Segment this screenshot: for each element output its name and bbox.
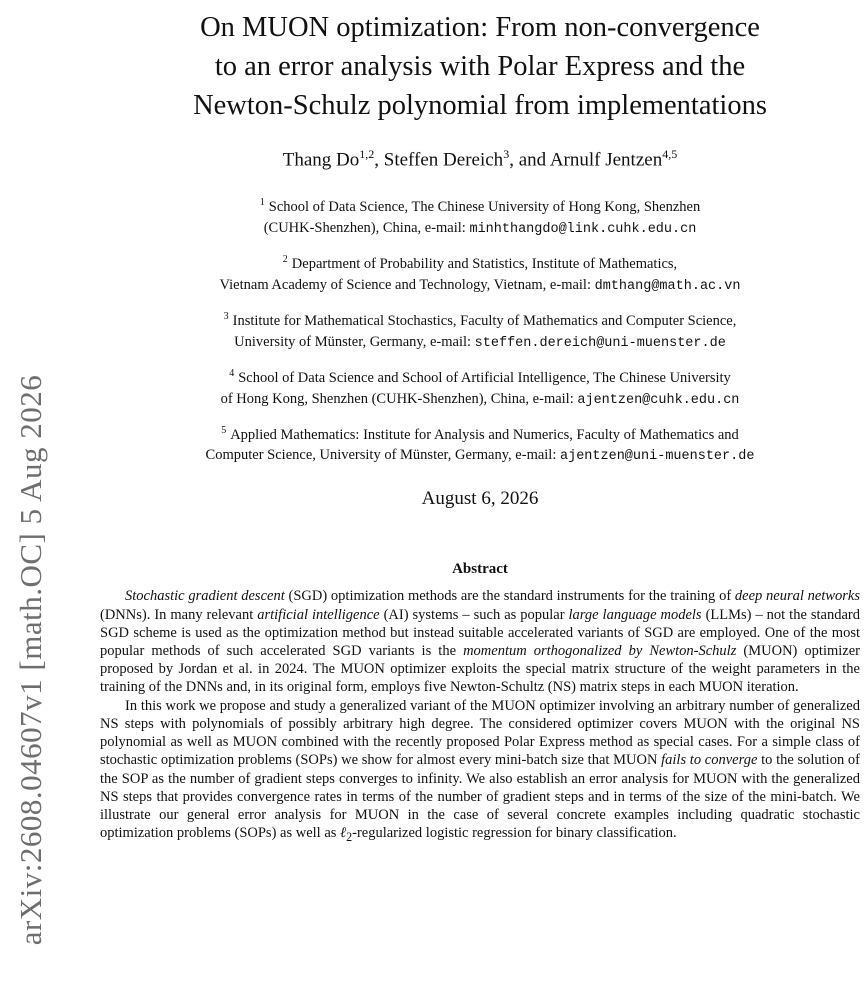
affiliation-text: (CUHK-Shenzhen), China, e-mail: [263, 220, 470, 237]
affiliation-list [100, 192, 860, 467]
affiliation-text: Computer Science, University of Münster, Germany, e-mail: [205, 447, 560, 464]
italic-term: deep neural networks [734, 588, 861, 605]
abstract-body [100, 587, 860, 846]
affiliation-text: School of Data Science, The Chinese University of Hong Kong, Shenzhen [268, 199, 701, 216]
email-address: dmthang@math.ac.vn [594, 278, 741, 294]
affiliation-text: Institute for Mathematical Stochastics, Faculty of Mathematics and Computer Science, [232, 312, 737, 329]
affiliation-text: University of Münster, Germany, e-mail: [234, 333, 475, 350]
author-affil-marker: 3 [503, 147, 510, 161]
title-line-3: Newton-Schulz polynomial from implementations [193, 90, 767, 121]
author-name: Thang Do [282, 149, 360, 171]
email-address: ajentzen@uni-muenster.de [560, 449, 755, 465]
abstract-heading: Abstract [452, 561, 508, 578]
affiliation-number: 4 [229, 367, 235, 379]
email-address: ajentzen@cuhk.edu.cn [577, 392, 740, 408]
affiliation-number: 5 [221, 424, 227, 436]
affiliation-item [100, 192, 860, 240]
affiliation-number: 3 [223, 310, 229, 322]
title-line-1: On MUON optimization: From non-convergence [200, 12, 760, 43]
abstract-paragraph-1: Stochastic gradient descent (SGD) optimization methods are the standard instruments for the training of deep neural networks (DNNs). In many relevant artificial intelligence (AI) systems – such as popular large language models (LLMs) – not the standard SGD scheme is used as the optimization method but instead suitable accelerated variants of SGD are employed. One of the most popular methods of such accelerated SGD variants is the momentum orthogonalized by Newton-Schulz (MUON) optimizer proposed by Jordan et al. in 2024. The MUON optimizer exploits the special matrix structure of the weight parameters in the training of the DNNs and, in its original form, employs five Newton-Schultz (NS) matrix steps in each MUON iteration. [100, 588, 861, 696]
author-separator: , [374, 149, 384, 171]
affiliation-item [100, 420, 860, 468]
affiliation-text: Department of Probability and Statistics, Institute of Mathematics, [291, 255, 678, 272]
italic-term: artificial intelligence [257, 606, 380, 623]
arxiv-identifier: arXiv:2608.04607v1 [math.OC] 5 Aug 2026 [13, 374, 48, 946]
title-line-2: to an error analysis with Polar Express and the [214, 51, 746, 82]
affiliation-text: School of Data Science and School of Artificial Intelligence, The Chinese University [238, 369, 731, 386]
author-list [100, 142, 860, 172]
author-name: Arnulf Jentzen [549, 149, 663, 171]
publication-date: August 6, 2026 [421, 488, 539, 510]
italic-term: Stochastic gradient descent [125, 588, 285, 605]
paper-title [100, 8, 860, 125]
paper-page [100, 0, 860, 1000]
math-symbol: ℓ [340, 825, 347, 842]
affiliation-item [100, 363, 860, 411]
affiliation-text: Vietnam Academy of Science and Technology, Vietnam, e-mail: [219, 276, 595, 293]
affiliation-number: 2 [282, 254, 288, 266]
author-affil-marker: 4,5 [662, 147, 678, 161]
email-address: steffen.dereich@uni-muenster.de [474, 335, 726, 351]
affiliation-text: Applied Mathematics: Institute for Analysis and Numerics, Faculty of Mathematics and [230, 426, 739, 443]
italic-term: large language models [568, 606, 702, 623]
abstract-paragraph-2: In this work we propose and study a generalized variant of the MUON optimizer involving an arbitrary number of generalized NS steps with polynomials of possibly arbitrary high degree. The considered optimizer covers MUON with the original NS polynomial as well as MUON combined with the recently proposed Polar Express method as special cases. For a simple class of stochastic optimization problems (SOPs) we show for almost every mini-batch size that MUON fails to converge to the solution of the SOP as the number of gradient steps converges to infinity. We also establish an error analysis for MUON with the generalized NS steps that provides convergence rates in terms of the number of gradient steps and in terms of the size of the mini-batch. We illustrate our general error analysis for MUON in the case of several concrete examples including quadratic stochastic optimization problems (SOPs) as well as ℓ$_2$-regularized logistic regression for binary classification. [100, 697, 860, 844]
author-separator: , and [509, 149, 550, 171]
math-subscript: 2 [346, 830, 353, 844]
author-name: Steffen Dereich [383, 149, 504, 171]
email-address: minhthangdo@link.cuhk.edu.cn [469, 222, 697, 238]
affiliation-number: 1 [259, 197, 265, 209]
affiliation-text: of Hong Kong, Shenzhen (CUHK-Shenzhen), China, e-mail: [220, 390, 578, 407]
arxiv-sidebar [0, 0, 62, 1000]
affiliation-item [100, 249, 860, 297]
affiliation-item [100, 306, 860, 354]
italic-term: fails to converge [661, 752, 758, 769]
author-affil-marker: 1,2 [359, 147, 375, 161]
italic-term: momentum orthogonalized by Newton-Schulz [463, 643, 737, 660]
